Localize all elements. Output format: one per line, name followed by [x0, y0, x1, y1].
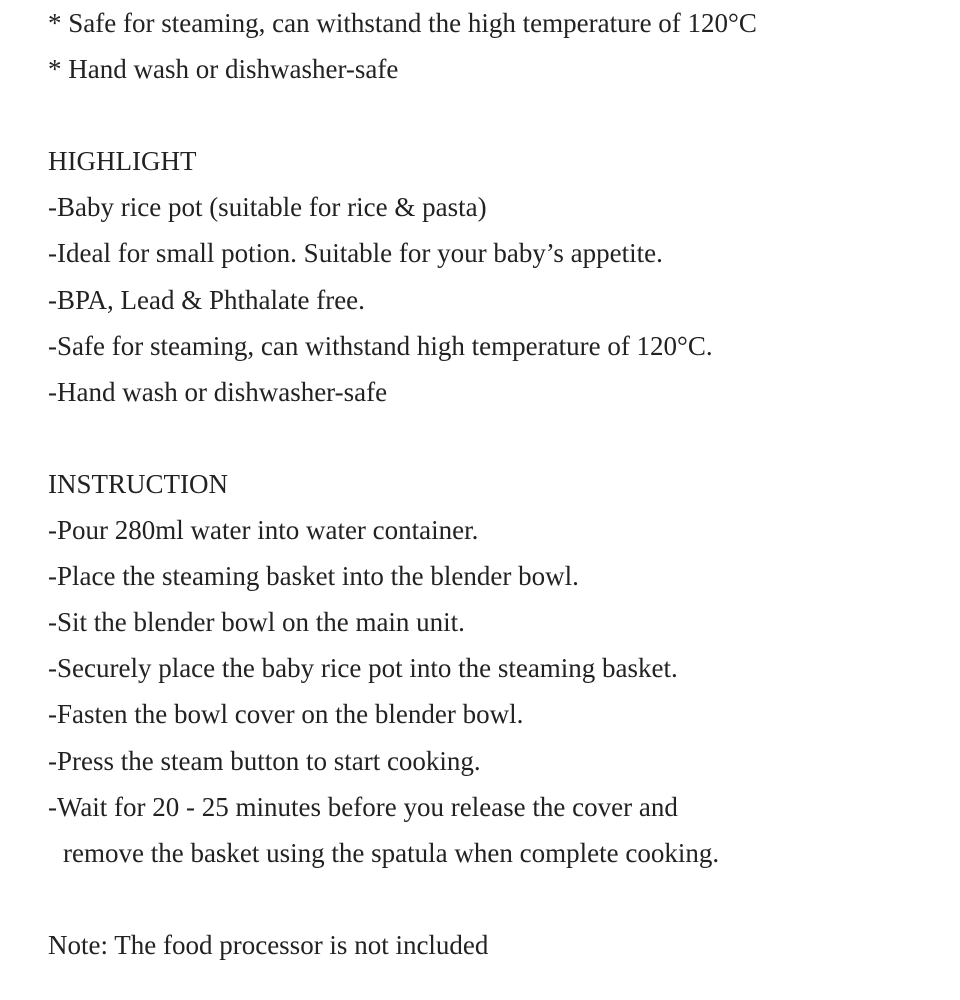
highlight-item: -Ideal for small potion. Suitable for your baby’s appetite.: [48, 238, 663, 269]
instruction-step: -Fasten the bowl cover on the blender bowl.: [48, 699, 524, 730]
feature-line: * Safe for steaming, can withstand the high temperature of 120°C: [48, 8, 757, 38]
instruction-step: -Sit the blender bowl on the main unit.: [48, 607, 465, 638]
highlight-heading: HIGHLIGHT: [48, 146, 197, 177]
instruction-step-continuation: remove the basket using the spatula when complete cooking.: [63, 837, 720, 868]
feature-line: * Hand wash or dishwasher-safe: [48, 54, 399, 85]
highlight-item: -Hand wash or dishwasher-safe: [48, 376, 388, 407]
instruction-step: -Place the steaming basket into the blender bowl.: [48, 561, 579, 592]
instruction-step: -Wait for 20 - 25 minutes before you release the cover and: [48, 791, 678, 822]
spacer: [48, 876, 928, 922]
instruction-step: -Securely place the baby rice pot into the steaming basket.: [48, 653, 678, 684]
highlight-item: -BPA, Lead & Phthalate free.: [48, 284, 365, 315]
instruction-step: -Press the steam button to start cooking.: [48, 745, 481, 776]
highlight-item: -Baby rice pot (suitable for rice & pasta): [48, 192, 487, 223]
instruction-step: -Pour 280ml water into water container.: [48, 515, 479, 546]
instruction-heading: INSTRUCTION: [48, 468, 228, 499]
note-text: Note: The food processor is not included: [48, 929, 489, 960]
spacer: [48, 92, 928, 138]
product-description: [48, 0, 928, 968]
highlight-item: -Safe for steaming, can withstand high temperature of 120°C.: [48, 330, 713, 361]
spacer: [48, 415, 928, 461]
